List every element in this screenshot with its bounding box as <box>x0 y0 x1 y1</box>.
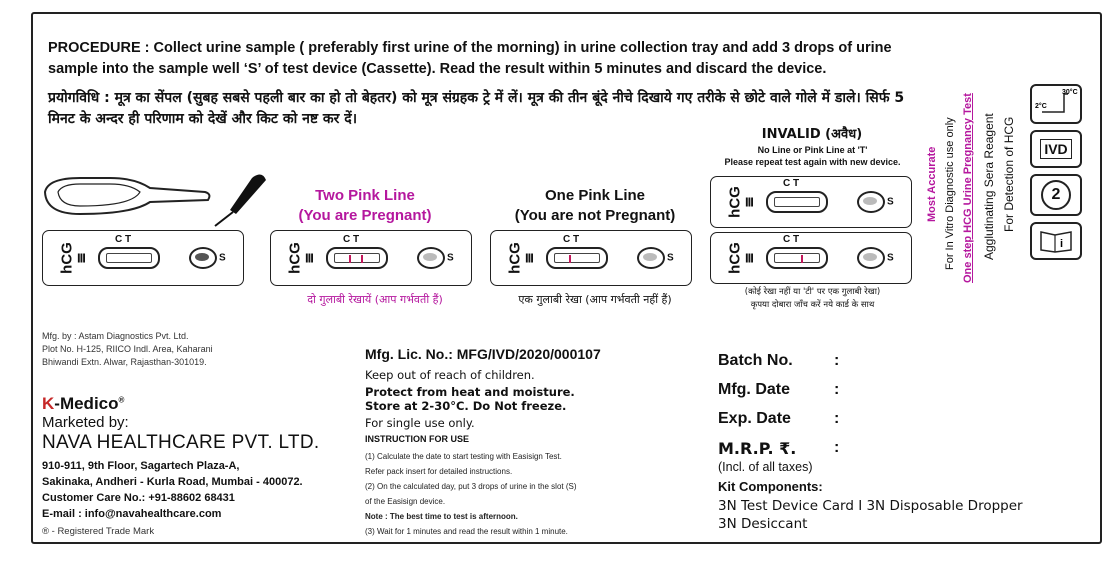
exp-date-label: Exp. Date <box>718 410 791 427</box>
most-accurate: Most Accurate <box>926 146 938 222</box>
storage-warning: Protect from heat and moisture. Store at 2-30°C. Do Not freeze. <box>365 385 575 413</box>
result-window <box>98 247 160 269</box>
mfg-license: Mfg. Lic. No.: MFG/IVD/2020/000107 <box>365 346 601 362</box>
hcg-label: hCG <box>58 242 76 274</box>
result-window <box>546 247 608 269</box>
mrp-label: M.R.P. ₹. <box>718 439 797 458</box>
not-pregnant-hindi: एक गुलाबी रेखा (आप गर्भवती नहीं हैं) <box>518 293 672 306</box>
book-icon <box>1039 229 1073 253</box>
test-device-sample <box>42 230 244 286</box>
instruction-list: (1) Calculate the date to start testing with Easisign Test. Refer pack insert for detailed instructions. (2) On the calculated day, put 3 drops of urine in the slot (S) of the Easisign device. Note : The best time to test is afternoon. (3) Wait for 1 minutes and read the result within 1 minute. <box>365 452 577 536</box>
ct-label: C T <box>115 234 132 245</box>
keep-away: Keep out of reach of children. <box>365 368 535 382</box>
marketer-name: NAVA HEALTHCARE PVT. LTD. <box>42 432 320 453</box>
svg-text:2°C: 2°C <box>1035 103 1047 110</box>
collection-tray-dropper-illustration <box>40 170 270 235</box>
test-device-one-line: hCG III C T S <box>490 230 692 286</box>
pregnant-hindi: दो गुलाबी रेखायें (आप गर्भवती हैं) <box>307 293 443 306</box>
agglutinating-text: Agglutinating Sera Reagent <box>982 113 996 260</box>
result-window <box>766 247 828 269</box>
invalid-title: INVALID (अवैध) <box>761 127 863 142</box>
manufacturer-block: Mfg. by : Astam Diagnostics Pvt. Ltd. Plot No. H-125, RIICO Indl. Area, Kaharani Bhiwandi Extn. Alwar, Rajasthan-301019. <box>42 331 213 367</box>
detection-text: For Detection of HCG <box>1002 116 1016 232</box>
instructions-symbol <box>1030 222 1082 260</box>
procedure-hindi: प्रयोगविधि : मूत्र का सेंपल (सुबह सबसे पहली बार का हो तो बेहतर) को मूत्र संग्रहक ट्रे में लें। मूत्र की तीन बूंदे नीचे दिखाये गए तरीके से छोटे वाले गोले में डाले। सिर्फ 5 मिनट के अन्दर ही परिणाम को देखें और किट को नष्ट कर दें। <box>48 90 905 127</box>
do-not-reuse-symbol <box>1030 174 1082 216</box>
batch-no-label: Batch No. <box>718 352 793 369</box>
test-device-invalid-2: hCG III C T S <box>710 232 912 284</box>
brand-logo: K-Medico® <box>42 394 125 413</box>
pregnant-title: Two Pink Line (You are Pregnant) <box>298 187 432 224</box>
kit-components-list: 3N Test Device Card I 3N Disposable Dropper 3N Desiccant <box>718 498 1023 532</box>
marketer-address: 910-911, 9th Floor, Sagartech Plaza-A, Sakinaka, Andheri - Kurla Road, Mumbai - 400072. Customer Care No.: +91-88602 68431 E-mail : info@navahealthcare.com <box>42 460 303 520</box>
urine-tray-icon <box>45 178 209 214</box>
result-window <box>766 191 828 213</box>
marketed-by-label: Marketed by: <box>42 414 129 431</box>
not-pregnant-title: One Pink Line (You are not Pregnant) <box>514 187 676 224</box>
do-not-reuse-icon: 2 <box>1041 180 1071 210</box>
dropper-icon <box>208 174 266 234</box>
svg-text:30°C: 30°C <box>1062 89 1078 96</box>
kit-components-title: Kit Components: <box>718 479 823 494</box>
invalid-hindi: (कोई रेखा नहीं या 'टी' पर एक गुलाबी रेखा) कृपया दोबारा जाँच करें नये कार्ड के साथ <box>744 287 881 310</box>
result-window <box>326 247 388 269</box>
one-step-text: One step HCG Urine Pregnancy Test <box>962 93 974 283</box>
in-vitro-text: For In Vitro Diagnostic use only <box>944 117 956 270</box>
svg-text:i: i <box>1060 238 1064 250</box>
thermometer-icon <box>1034 88 1078 120</box>
sample-well <box>189 247 217 269</box>
single-use: For single use only. <box>365 416 475 430</box>
incl-taxes: (Incl. of all taxes) <box>718 460 813 474</box>
temperature-symbol <box>1030 84 1082 124</box>
trademark-note: ® - Registered Trade Mark <box>42 526 155 537</box>
instruction-title: INSTRUCTION FOR USE <box>365 434 470 444</box>
procedure-english: PROCEDURE : Collect urine sample ( preferably first urine of the morning) in urine collection tray and add 3 drops of urine sample into the sample well ‘S’ of test device (Cassette). Read the result within 5 minutes and discard the device. <box>48 40 892 77</box>
mfg-date-label: Mfg. Date <box>718 381 790 398</box>
bars-mark: III <box>77 250 85 266</box>
test-device-invalid-1: hCG III C T S <box>710 176 912 228</box>
invalid-note: No Line or Pink Line at 'T' Please repeat test again with new device. <box>724 145 901 167</box>
s-label: S <box>219 252 226 264</box>
ivd-symbol: IVD <box>1030 130 1082 168</box>
test-device-two-lines: hCG III C T S <box>270 230 472 286</box>
